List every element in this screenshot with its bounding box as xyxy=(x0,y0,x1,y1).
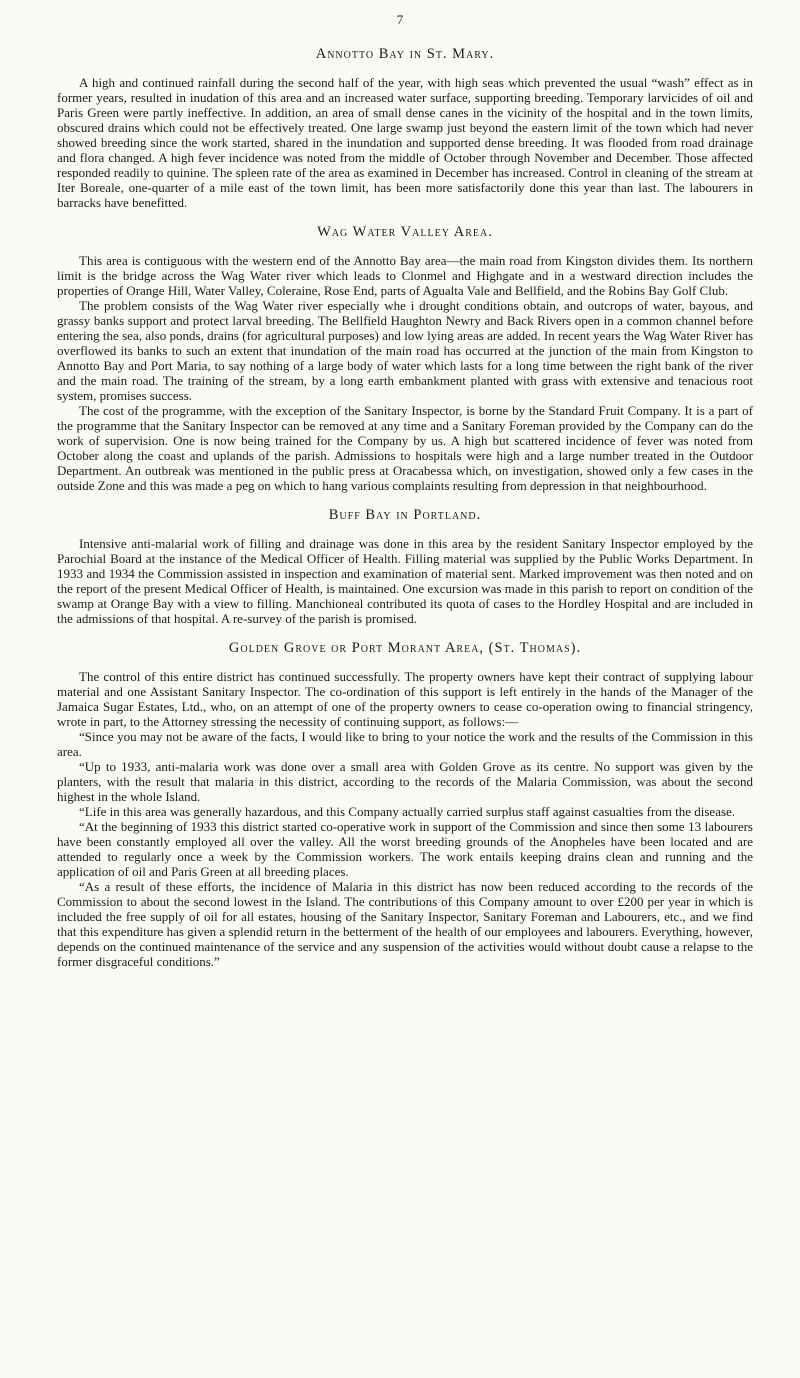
quoted-paragraph: “As a result of these efforts, the incidence of Malaria in this district has now been reduced according to the records of the Commission to about the second lowest in the Island. The contributions of this Company amount to over £200 per year in which is included the free supply of oil for all estates, housing of the Sanitary Inspector, Sanitary Foreman and Labourers, etc., and we find that this expenditure has given a splendid return in the betterment of the health of our employees and labourers. Everything, however, depends on the continued maintenance of the service and any suspension of the activities would without doubt cause a relapse to the former disgraceful conditions.” xyxy=(57,879,753,969)
section-buff-bay xyxy=(57,507,753,626)
paragraph: The problem consists of the Wag Water river especially whe i drought conditions obtain, and outcrops of water, bayous, and grassy banks support and protect larval breeding. The Bellfield Haughton Newry and Back Rivers open in a common channel before entering the sea, also ponds, drains (for agricultural purposes) and low lying areas are added. In recent years the Wag Water River has overflowed its banks to such an extent that inundation of the main road has occurred at the junction of the main from Kingston to Annotto Bay and Port Maria, to say nothing of a large body of water which lasts for a long time between the right bank of the river and the main road. The training of the stream, by a long earth embankment planted with grass with extensive and tenacious root system, promises success. xyxy=(57,298,753,403)
quoted-paragraph: “At the beginning of 1933 this district started co-operative work in support of the Commission and since then some 13 labourers have been constantly employed all over the valley. All the worst breeding grounds of the Anopheles have been located and are attended to regularly once a week by the Commission workers. The work entails keeping drains clean and running and the application of oil and Paris Green at all breeding places. xyxy=(57,819,753,879)
quoted-paragraph: “Since you may not be aware of the facts, I would like to bring to your notice the work and the results of the Commission in this area. xyxy=(57,729,753,759)
paragraph: The control of this entire district has continued successfully. The property owners have kept their contract of supplying labour material and one Assistant Sanitary Inspector. The co-ordination of this support is left entirely in the hands of the Manager of the Jamaica Sugar Estates, Ltd., who, on an attempt of one of the property owners to cease co-operation owing to financial stringency, wrote in part, to the Attorney stressing the necessity of continuing support, as follows:— xyxy=(57,669,753,729)
section-heading: Wag Water Valley Area. xyxy=(317,224,493,240)
section-heading: Annotto Bay in St. Mary. xyxy=(315,46,495,62)
paragraph: A high and continued rainfall during the second half of the year, with high seas which prevented the usual “wash” effect as in former years, resulted in inudation of this area and an increased water surface, supporting breeding. Temporary larvicides of oil and Paris Green were partly ineffective. In addition, an area of small dense canes in the vicinity of the hospital and in the town limits, obscured drains which could not be effectively treated. One large swamp just beyond the eastern limit of the town which had never showed breeding since the work started, shared in the inundation and supported dense breeding. It was flooded from road drainage and flora changed. A high fever incidence was noted from the middle of October through November and December. Those affected responded readily to quinine. The spleen rate of the area as examined in December has increased. Control in cleaning of the stream at Iter Boreale, one-quarter of a mile east of the town limit, has been more satisfactorily done this year than last. The labourers in barracks have benefitted. xyxy=(57,75,753,210)
section-annotto-bay xyxy=(57,46,753,210)
quoted-paragraph: “Up to 1933, anti-malaria work was done over a small area with Golden Grove as its centre. No support was given by the planters, with the result that malaria in this district, according to the records of the Malaria Commission, was about the second highest in the whole Island. xyxy=(57,759,753,804)
paragraph: The cost of the programme, with the exception of the Sanitary Inspector, is borne by the Standard Fruit Company. It is a part of the programme that the Sanitary Inspector can be removed at any time and a Sanitary Foreman provided by the Company can do the work of supervision. One is now being trained for the Company by us. A high but scattered incidence of fever was noted from October along the coast and uplands of the parish. Admissions to hospitals were high and a large number treated in the Outdoor Department. An outbreak was mentioned in the public press at Oracabessa which, on investigation, showed only a few cases in the outside Zone and this was made a peg on which to hang various complaints resulting from depression in that neighbourhood. xyxy=(57,403,753,493)
page-number: 7 xyxy=(396,12,404,27)
page-content xyxy=(57,0,753,969)
paragraph: This area is contiguous with the western end of the Annotto Bay area—the main road from Kingston divides them. Its northern limit is the bridge across the Wag Water river which leads to Clonmel and Highgate and in a westward direction includes the properties of Orange Hill, Water Valley, Coleraine, Rose End, parts of Agualta Vale and Bellfield, and the Robins Bay Golf Club. xyxy=(57,253,753,298)
section-golden-grove xyxy=(57,640,753,969)
paragraph: Intensive anti-malarial work of filling and drainage was done in this area by the resident Sanitary Inspector employed by the Parochial Board at the instance of the Medical Officer of Health. Filling material was supplied by the Public Works Department. In 1933 and 1934 the Commission assisted in inspection and examination of material sent. Marked improvement was then noted and on the report of the present Medical Officer of Health, is maintained. One excursion was made in this parish to report on condition of the swamp at Orange Bay with a view to filling. Manchioneal contributed its quota of cases to the Hordley Hospital and are included in the admissions of that hospital. A re-survey of the parish is promised. xyxy=(57,536,753,626)
section-wag-water-valley xyxy=(57,224,753,493)
section-heading: Buff Bay in Portland. xyxy=(328,507,482,523)
section-heading: Golden Grove or Port Morant Area, (St. Thomas). xyxy=(228,640,582,656)
quoted-paragraph: “Life in this area was generally hazardous, and this Company actually carried surplus staff against casualties from the disease. xyxy=(79,804,736,819)
